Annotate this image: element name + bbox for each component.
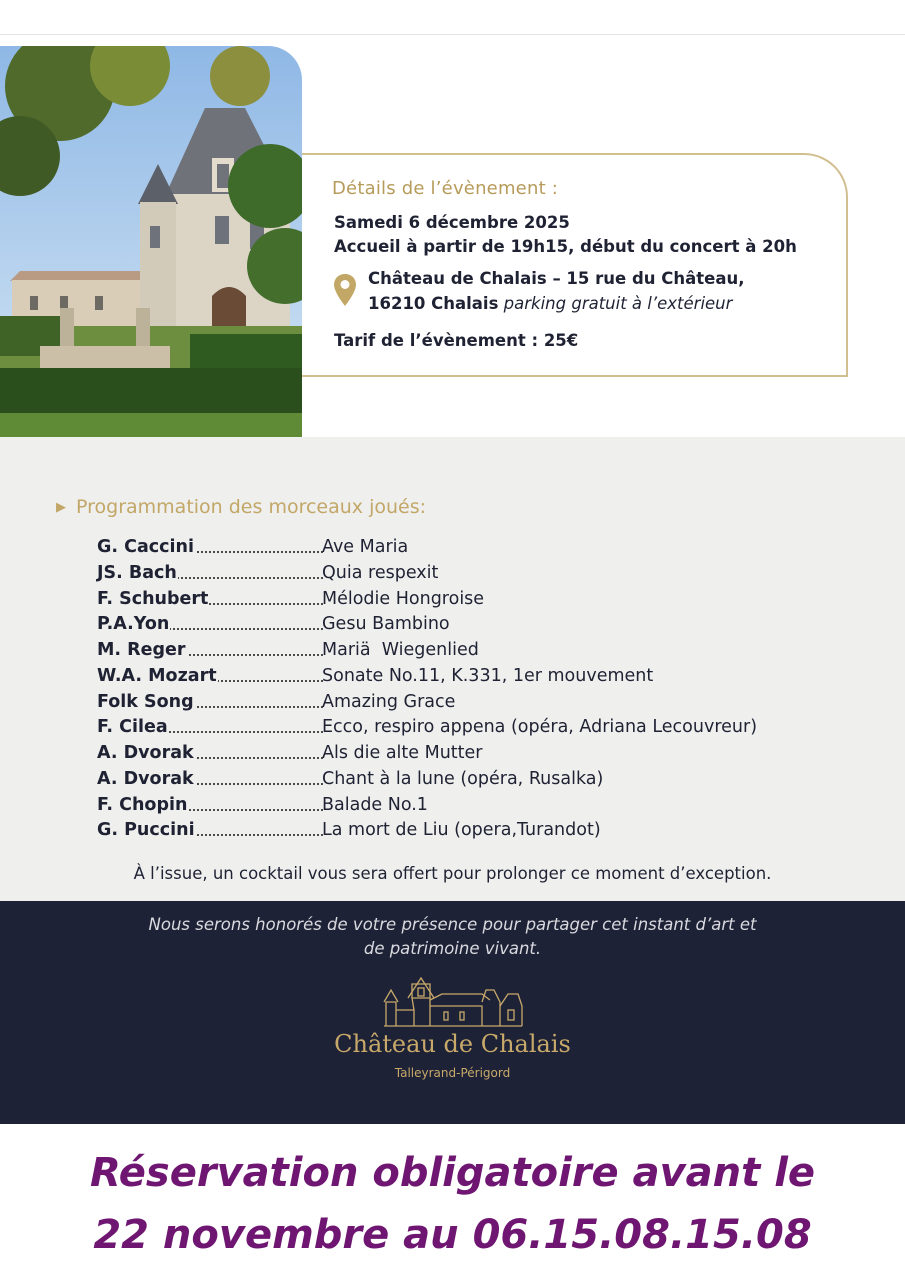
- event-address-street: Château de Chalais – 15 rue du Château,: [368, 269, 745, 288]
- program-composer: Folk Song: [97, 690, 195, 716]
- program-composer: P.A.Yon: [97, 612, 170, 638]
- program-piece: Ecco, respiro appena (opéra, Adriana Lecouvreur): [322, 717, 758, 738]
- program-piece: Balade No.1: [322, 794, 428, 815]
- program-piece: Mélodie Hongroise: [322, 588, 485, 609]
- program-piece: La mort de Liu (opera,Turandot): [322, 820, 601, 841]
- program-composer: M. Reger: [97, 638, 187, 664]
- program-composer: F. Chopin: [97, 793, 188, 819]
- map-pin-icon: [333, 273, 357, 307]
- reservation-line-1: Réservation obligatoire avant le: [89, 1150, 816, 1196]
- chateau-photo: [0, 46, 302, 440]
- program-piece: Sonate No.11, K.331, 1er mouvement: [322, 665, 654, 686]
- program-composer: F. Schubert: [97, 587, 209, 613]
- program-composer: JS. Bach: [97, 561, 178, 587]
- reservation-notice: [0, 1142, 905, 1266]
- invite-line-1: Nous serons honorés de votre présence pour partager cet instant d’art et: [148, 915, 757, 934]
- program-composer: A. Dvorak: [97, 741, 195, 767]
- program-composer: A. Dvorak: [97, 767, 195, 793]
- program-piece: Ave Maria: [322, 537, 409, 557]
- program-piece: Chant à la lune (opéra, Rusalka): [322, 768, 604, 789]
- closing-note: À l’issue, un cocktail vous sera offert pour prolonger ce moment d’exception.: [133, 864, 772, 883]
- program-piece: Gesu Bambino: [322, 614, 450, 635]
- program-composer: W.A. Mozart: [97, 664, 218, 690]
- program-composer: F. Cilea: [97, 715, 169, 741]
- event-price: Tarif de l’évènement : 25€: [334, 331, 579, 350]
- logo-name: Château de Chalais: [334, 1030, 571, 1058]
- event-address-city-line: [368, 294, 732, 313]
- program-heading-text: Programmation des morceaux joués:: [76, 496, 427, 518]
- triangle-right-icon: ▶: [56, 500, 66, 515]
- event-date: Samedi 6 décembre 2025: [334, 213, 570, 232]
- program-composer: G. Caccini: [97, 535, 195, 561]
- chateau-logo-icon: [382, 976, 524, 1032]
- event-parking-note: parking gratuit à l’extérieur: [503, 294, 733, 313]
- program-piece: Amazing Grace: [322, 691, 456, 712]
- program-piece: Als die alte Mutter: [322, 743, 483, 763]
- program-piece: Mariä Wiegenlied: [322, 640, 479, 660]
- reservation-line-2: 22 novembre au 06.15.08.15.08: [93, 1212, 812, 1258]
- program-piece: Quia respexit: [322, 562, 439, 583]
- program-heading: [56, 496, 426, 518]
- event-times: Accueil à partir de 19h15, début du concert à 20h: [334, 237, 797, 256]
- event-address-city: 16210 Chalais: [368, 294, 499, 313]
- event-details-title: Détails de l’évènement :: [332, 178, 559, 199]
- logo-subtitle: Talleyrand-Périgord: [394, 1066, 511, 1080]
- invite-line-2: de patrimoine vivant.: [363, 939, 542, 958]
- top-strip: [0, 0, 905, 35]
- program-composer: G. Puccini: [97, 818, 196, 844]
- invite-text: [100, 913, 805, 961]
